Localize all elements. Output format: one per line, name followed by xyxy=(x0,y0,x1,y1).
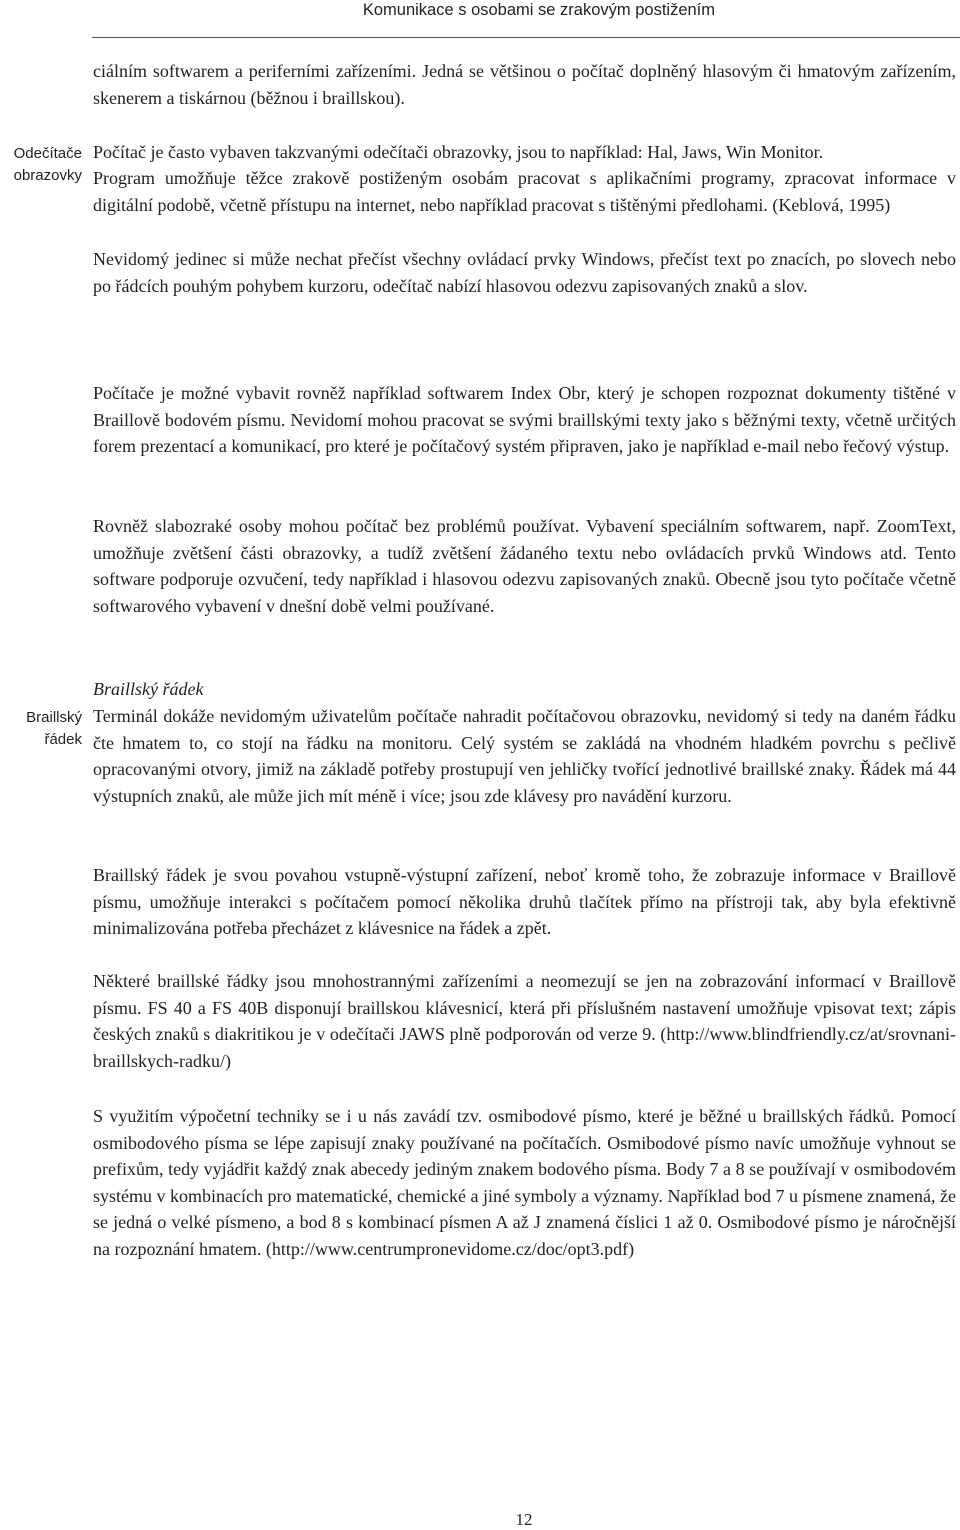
paragraph-braille-terminal: Terminál dokáže nevidomým uživatelům počítače nahradit počítačovou obrazovku, nevidomý si tedy na daném řádku čte hmatem to, co stojí na řádku na monitoru. Celý systém se zakládá na vhodném hladkém povrchu s pečlivě opracovanými otvory, jimiž na základě potřeby prostupují ven jehličky tvořící jednotlivé braillské znaky. Řádek má 44 výstupních znaků, ale může jich mít méně i více; jsou zde klávesy pro navádění kurzoru. xyxy=(93,706,956,806)
paragraph-windows-controls: Nevidomý jedinec si může nechat přečíst všechny ovládací prvky Windows, přečíst text po znacích, po slovech nebo po řádcích pouhým pohybem kurzoru, odečítač nabízí hlasovou odezvu zapisovaných znaků a slov. xyxy=(93,249,956,296)
margin-note-line: Odečítače xyxy=(13,145,82,162)
running-header xyxy=(0,0,960,38)
margin-note-line: obrazovky xyxy=(13,167,82,184)
paragraph-screen-readers-intro: Počítač je často vybaven takzvanými odečítači obrazovky, jsou to například: Hal, Jaws, Win Monitor. xyxy=(93,142,824,162)
paragraph-screen-readers-program: Program umožňuje těžce zrakově postiženým osobám pracovat s aplikačními programy, zpracovat informace v digitální podobě, včetně přístupu na internet, nebo například pracovat s tištěnými předlohami. (Keblová, 1995) xyxy=(93,168,956,215)
margin-note-line: řádek xyxy=(44,731,82,748)
paragraph-low-vision: Rovněž slabozraké osoby mohou počítač bez problémů používat. Vybavení speciálním softwarem, např. ZoomText, umožňuje zvětšení části obrazovky, a tudíž zvětšení žádaného textu nebo ovládacích prvků Windows atd. Tento software podporuje ozvučení, tedy například i hlasovou odezvu zapisovaných znaků. Obecně jsou tyto počítače včetně softwarového vybavení v dnešní době velmi používané. xyxy=(93,516,956,616)
margin-note-braille-display xyxy=(0,707,82,751)
paragraph-continued: ciálním softwarem a periferními zařízeními. Jedná se většinou o počítač doplněný hlasovým či hmatovým zařízením, skenerem a tiskárnou (běžnou i braillskou). xyxy=(93,61,956,108)
page-number: 12 xyxy=(515,1510,533,1529)
paragraph-index-obr: Počítače je možné vybavit rovněž například softwarem Index Obr, který je schopen rozpoznat dokumenty tištěné v Braillově bodovém písmu. Nevidomí mohou pracovat se svými braillskými texty jako s běžnými texty, včetně určitých forem prezentací a komunikací, pro které je počítačový systém připraven, jako je například e-mail nebo řečový výstup. xyxy=(93,383,956,456)
section-title-braille-display: Braillský řádek xyxy=(93,679,204,699)
margin-note-screen-readers xyxy=(0,143,82,187)
margin-note-line: Braillský xyxy=(26,709,82,726)
paragraph-eight-dot-braille: S využitím výpočetní techniky se i u nás zavádí tzv. osmibodové písmo, které je běžné u braillských řádků. Pomocí osmibodového písma se lépe zapisují znaky používané na počítačích. Osmibodové písmo navíc umožňuje vyhnout se prefixům, tedy vyjádřit každý znak abecedy jediným znakem bodového písma. Body 7 a 8 se používají v osmibodovém systému v kombinacích pro matematické, chemické a jiné symboly a významy. Například bod 7 u písmene znamená, že se jedná o velké písmeno, a bod 8 s kombinací písmen A až J znamená číslici 1 až 0. Osmibodové písmo je náročnější na rozpoznání hmatem. (http://www.centrumpronevidome.cz/doc/opt3.pdf) xyxy=(93,1106,956,1259)
paragraph-input-output-device: Braillský řádek je svou povahou vstupně-výstupní zařízení, neboť kromě toho, že zobrazuje informace v Braillově písmu, umožňuje interakci s počítačem pomocí několika druhů tlačítek přímo na přístroji tak, aby byla efektivně minimalizována potřeba přecházet z klávesnice na řádek a zpět. xyxy=(93,865,956,938)
header-title: Komunikace s osobami se zrakovým postižením xyxy=(362,1,715,19)
header-rule xyxy=(92,37,960,38)
paragraph-multipurpose-displays: Některé braillské řádky jsou mnohostrannými zařízeními a neomezují se jen na zobrazování informací v Braillově písmu. FS 40 a FS 40B disponují braillskou klávesnicí, která při příslušném nastavení umožňuje vpisovat text; zápis českých znaků s diakritikou je v odečítači JAWS plně podporován od verze 9. (http://www.blindfriendly.cz/at/srovnani-braillskych-radku/) xyxy=(93,971,956,1071)
